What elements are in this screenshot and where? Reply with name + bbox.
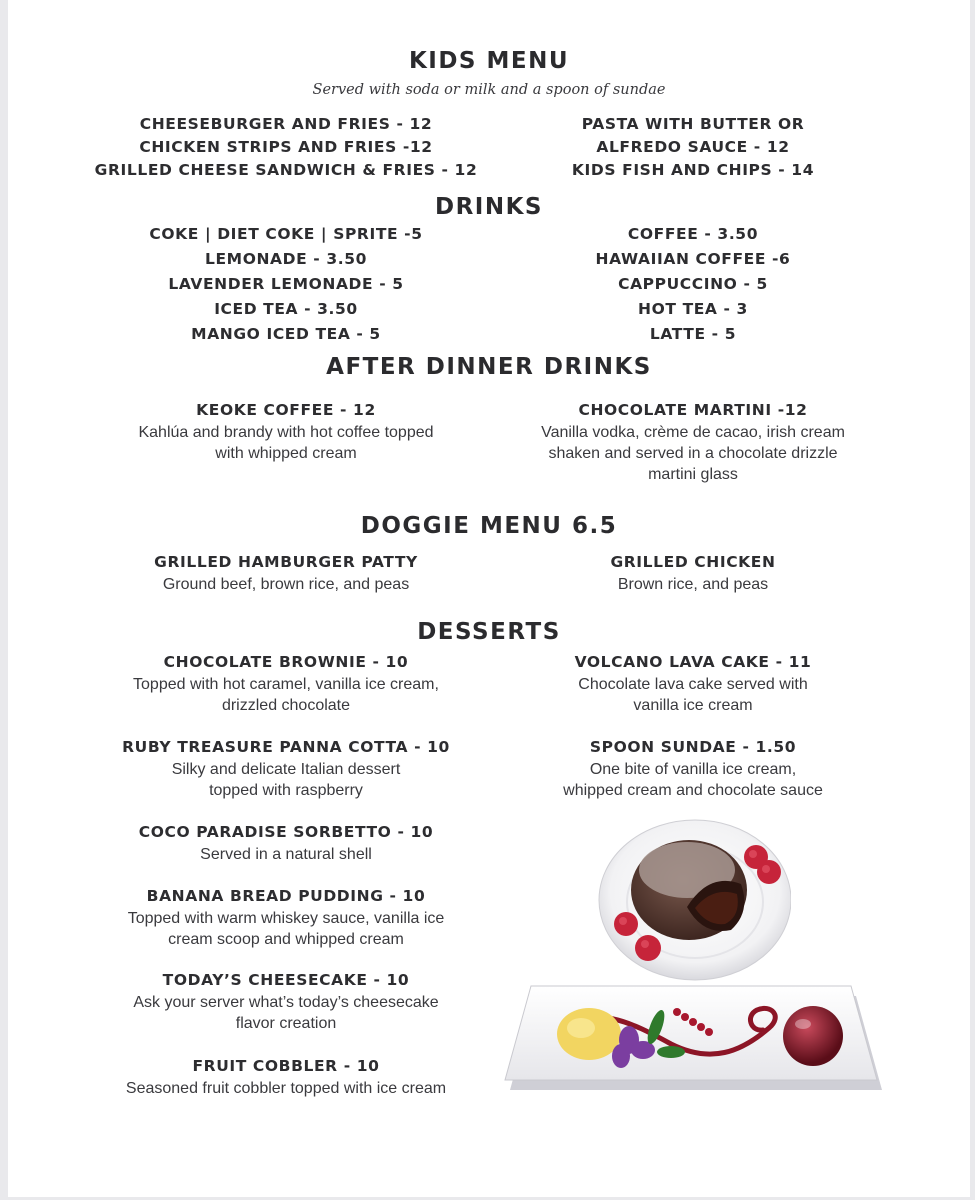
- doggie-menu-heading: DOGGIE MENU 6.5: [360, 513, 618, 539]
- dessert-item: [86, 736, 486, 801]
- item-desc: Seasoned fruit cobbler topped with ice cream: [125, 1080, 447, 1097]
- item-desc: Topped with warm whiskey sauce, vanilla ice: [127, 910, 445, 927]
- item-desc: shaken and served in a chocolate drizzle: [548, 445, 838, 462]
- dessert-item: [498, 736, 888, 801]
- item-name: VOLCANO LAVA CAKE - 11: [574, 653, 812, 671]
- drink-item: LEMONADE - 3.50: [205, 250, 367, 268]
- desserts-heading: DESSERTS: [417, 619, 561, 645]
- kids-menu-heading: KIDS MENU: [408, 48, 570, 74]
- item-name: GRILLED HAMBURGER PATTY: [154, 553, 418, 571]
- item-desc: Kahlúa and brandy with hot coffee topped: [138, 424, 434, 441]
- item-desc: Brown rice, and peas: [617, 576, 769, 593]
- after-dinner-heading: AFTER DINNER DRINKS: [326, 354, 652, 380]
- item-desc: Topped with hot caramel, vanilla ice cream,: [133, 676, 439, 693]
- drink-item: ICED TEA - 3.50: [214, 300, 358, 318]
- drinks-left-list: [86, 222, 486, 347]
- drink-item: MANGO ICED TEA - 5: [191, 325, 381, 343]
- item-desc: Silky and delicate Italian dessert: [171, 761, 401, 778]
- item-name: TODAY’S CHEESECAKE - 10: [162, 971, 410, 989]
- item-desc: Served in a natural shell: [200, 846, 372, 863]
- item-name: FRUIT COBBLER - 10: [192, 1057, 380, 1075]
- item-name: RUBY TREASURE PANNA COTTA - 10: [122, 738, 450, 756]
- item-desc: Chocolate lava cake served with: [578, 676, 808, 693]
- item-desc: Ask your server what’s today’s cheesecake: [133, 994, 439, 1011]
- dessert-item: [86, 1055, 486, 1099]
- item-desc: cream scoop and whipped cream: [168, 931, 404, 948]
- item-desc: flavor creation: [235, 1015, 337, 1032]
- item-desc: whipped cream and chocolate sauce: [563, 782, 823, 799]
- after-dinner-left: [86, 399, 486, 464]
- item-desc: martini glass: [648, 466, 738, 483]
- drink-item: LATTE - 5: [649, 325, 737, 343]
- drink-item: CAPPUCCINO - 5: [618, 275, 768, 293]
- kids-left-list: [86, 113, 486, 182]
- item-name: CHOCOLATE MARTINI -12: [578, 401, 808, 419]
- item-name: BANANA BREAD PUDDING - 10: [146, 887, 426, 905]
- drink-item: COFFEE - 3.50: [627, 225, 759, 243]
- dessert-item: [86, 969, 486, 1034]
- dessert-item: [498, 651, 888, 716]
- doggie-left: [86, 551, 486, 595]
- kids-menu-subtitle: Served with soda or milk and a spoon of sundae: [312, 82, 666, 98]
- drink-item: COKE | DIET COKE | SPRITE -5: [149, 225, 423, 243]
- menu-page: [8, 0, 970, 1197]
- item-name: CHOCOLATE BROWNIE - 10: [163, 653, 409, 671]
- kids-item: CHICKEN STRIPS AND FRIES -12: [139, 138, 433, 156]
- item-name: COCO PARADISE SORBETTO - 10: [138, 823, 434, 841]
- dessert-item: [86, 821, 486, 865]
- item-desc: topped with raspberry: [209, 782, 363, 799]
- drinks-right-list: [498, 222, 888, 347]
- item-desc: drizzled chocolate: [221, 697, 351, 714]
- item-desc: Ground beef, brown rice, and peas: [162, 576, 410, 593]
- doggie-right: [498, 551, 888, 595]
- kids-item: PASTA WITH BUTTER OR: [581, 115, 805, 133]
- item-name: SPOON SUNDAE - 1.50: [589, 738, 797, 756]
- kids-item: ALFREDO SAUCE - 12: [596, 138, 790, 156]
- dessert-plate-photo: [501, 982, 883, 1107]
- drink-item: HOT TEA - 3: [638, 300, 748, 318]
- drinks-heading: DRINKS: [435, 194, 543, 220]
- item-desc: One bite of vanilla ice cream,: [589, 761, 797, 778]
- item-name: GRILLED CHICKEN: [610, 553, 776, 571]
- item-desc: with whipped cream: [215, 445, 357, 462]
- drink-item: LAVENDER LEMONADE - 5: [168, 275, 404, 293]
- kids-item: KIDS FISH AND CHIPS - 14: [571, 161, 815, 179]
- lava-cake-photo: [591, 812, 791, 982]
- drink-item: HAWAIIAN COFFEE -6: [595, 250, 791, 268]
- item-name: KEOKE COFFEE - 12: [196, 401, 376, 419]
- kids-item: CHEESEBURGER AND FRIES - 12: [139, 115, 433, 133]
- dessert-item: [86, 885, 486, 950]
- item-desc: vanilla ice cream: [633, 697, 753, 714]
- kids-right-list: [498, 113, 888, 182]
- kids-item: GRILLED CHEESE SANDWICH & FRIES - 12: [94, 161, 478, 179]
- after-dinner-right: [498, 399, 888, 485]
- item-desc: Vanilla vodka, crème de cacao, irish cream: [541, 424, 845, 441]
- dessert-item: [86, 651, 486, 716]
